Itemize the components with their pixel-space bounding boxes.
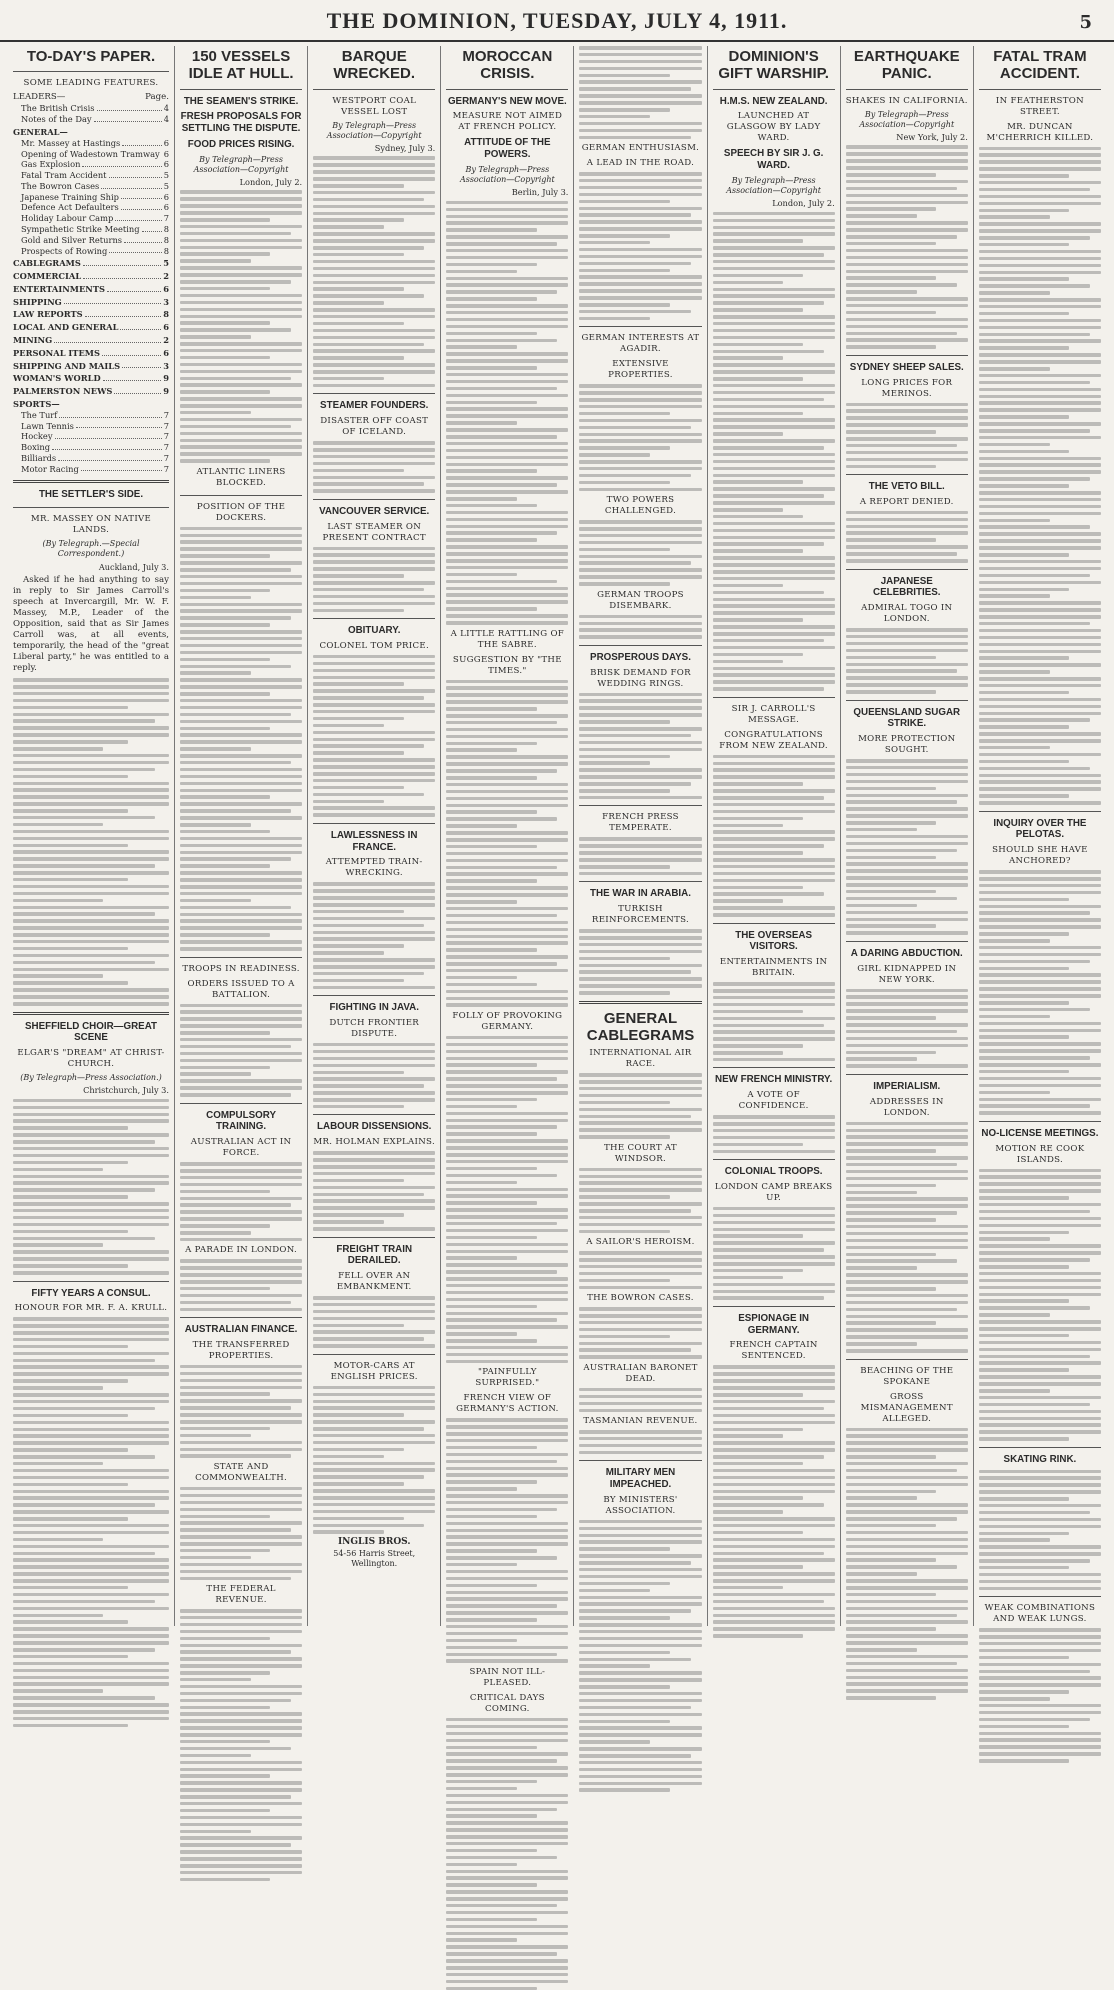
newspaper-title: THE DOMINION, TUESDAY, JULY 4, 1911. [326,8,788,33]
article-body [180,1609,302,1881]
article-body [979,1470,1101,1591]
index-entry: Notes of the Day 4 [21,114,169,125]
advertisement-body [313,1386,435,1534]
article-body [446,1418,568,1663]
index-entry: GENERAL— [13,126,68,137]
article-body [13,1317,169,1727]
article-body [579,1520,701,1792]
index-entry: Sympathetic Strike Meeting 8 [21,224,169,235]
column-1: TO-DAY'S PAPER. SOME LEADING FEATURES. LEADERS— Page. The British Crisis 4 Notes of the Day 4 GENERAL— Mr. Massey at Hastings 6 Opening of Wadestown Tramway 6 Gas Explosion 6 Fatal Tram Accident 5 The Bowron Cases 5 Japanese Training Ship 6 Defence Act Defaulters 6 Holiday Labour Camp 7 Sympathetic Strike Meeting 8 Gold and Silver Returns 8 Prospects of Rowing 8 CABLEGRAMS 5 COMMERCIAL 2 ENTERTAINMENTS 6 SHIPPING 3 LAW REPORTS 8 LOCAL AND GENERAL 6 MINING 2 PERSONAL ITEMS 6 SHIPPING AND MAILS 3 WOMAN'S WORLD 9 PALMERSTON NEWS 9 SPORTS— The Turf 7 Lawn Tennis 7 Hockey 7 Boxing 7 Billiards 7 Motor Racing 7 THE SETTLER'S SIDE. MR. MASSEY ON NATIVE LANDS. (By Telegraph.—Special Correspondent.) Auckland, July 3. Asked if he had anything to say in reply to Sir James Carroll's speech at Invercargill, Mr. W. F. Massey, M.P., Leader of the Opposition, said that as Sir James Carroll was, at all events, temporarily, the head of the "great Liberal party," he was entitled to a reply. SHEFFIELD CHOIR—GREAT SCENE ELGAR'S "DREAM" AT CHRIST-CHURCH. (By Telegraph—Press Association.) Christchurch, July 3. FIFTY YEARS A CONSUL. HONOUR FOR MR. F. A. KRULL. [8,46,175,1626]
index-entry: MINING 2 [13,335,169,346]
article-body [579,1307,701,1359]
vessels-headline: 150 VESSELS IDLE AT HULL. [188,48,294,83]
column-5: GERMAN ENTHUSIASM. A LEAD IN THE ROAD. GERMAN INTERESTS AT AGADIR. EXTENSIVE PROPERTIES. TWO POWERS CHALLENGED. GERMAN TROOPS DISEMBARK. PROSPEROUS DAYS. BRISK DEMAND FOR WEDDING RINGS. FRENCH PRESS TEMPERATE. THE WAR IN ARABIA. TURKISH REINFORCEMENTS. GENERAL CABLEGRAMS INTERNATIONAL AIR RACE. THE COURT AT WINDSOR. A SAILOR'S HEROISM. THE BOWRON CASES. AUSTRALIAN BARONET DEAD. TASMANIAN REVENUE. MILITARY MEN IMPEACHED. BY MINISTERS' ASSOCIATION. [574,46,707,1626]
column-4: MOROCCAN CRISIS. GERMANY'S NEW MOVE. MEASURE NOT AIMED AT FRENCH POLICY. ATTITUDE OF THE POWERS. By Telegraph—Press Association—Copyright Berlin, July 3. A LITTLE RATTLING OF THE SABRE. SUGGESTION BY "THE TIMES." FOLLY OF PROVOKING GERMANY. "PAINFULLY SURPRISED." FRENCH VIEW OF GERMANY'S ACTION. SPAIN NOT ILL-PLEASED. CRITICAL DAYS COMING. [441,46,574,1626]
column-2: 150 VESSELS IDLE AT HULL. THE SEAMEN'S STRIKE. FRESH PROPOSALS FOR SETTLING THE DISPUTE. FOOD PRICES RISING. By Telegraph—Press Association—Copyright London, July 2. ATLANTIC LINERS BLOCKED. POSITION OF THE DOCKERS. TROOPS IN READINESS. ORDERS ISSUED TO A BATTALION. COMPULSORY TRAINING. AUSTRALIAN ACT IN FORCE. A PARADE IN LONDON. AUSTRALIAN FINANCE. THE TRANSFERRED PROPERTIES. STATE AND COMMONWEALTH. THE FEDERAL REVENUE. [175,46,308,1626]
article-body [713,212,835,691]
article-body [579,1073,701,1139]
index-entry: Boxing 7 [21,442,169,453]
article-body [579,520,701,586]
index-entry: Mr. Massey at Hastings 6 [21,137,169,148]
index-entry: ENTERTAINMENTS 6 [13,283,169,294]
index-entry: Gas Explosion 6 [21,159,169,170]
index-title: TO-DAY'S PAPER. [26,48,156,65]
index-entry: CABLEGRAMS 5 [13,258,169,269]
article-body [979,1169,1101,1441]
article-body [180,527,302,951]
article-body [313,655,435,817]
article-body [579,693,701,800]
settler-headline: THE SETTLER'S SIDE. [38,489,144,501]
article-body [579,837,701,875]
index-entry: Prospects of Rowing 8 [21,245,169,256]
general-cablegrams-headline: GENERAL CABLEGRAMS [586,1009,695,1044]
index-entry: The British Crisis 4 [21,103,169,114]
index-entry: COMMERCIAL 2 [13,271,169,282]
article-body [313,156,435,387]
article-body [446,1718,568,1990]
contents-index: LEADERS— Page. The British Crisis 4 Notes of the Day 4 GENERAL— Mr. Massey at Hastings 6 Opening of Wadestown Tramway 6 Gas Explosion 6 Fatal Tram Accident 5 The Bowron Cases 5 Japanese Training Ship 6 Defence Act Defaulters 6 Holiday Labour Camp 7 Sympathetic Strike Meeting 8 Gold and Silver Returns 8 Prospects of Rowing 8 CABLEGRAMS 5 COMMERCIAL 2 ENTERTAINMENTS 6 SHIPPING 3 LAW REPORTS 8 LOCAL AND GENERAL 6 MINING 2 PERSONAL ITEMS 6 SHIPPING AND MAILS 3 WOMAN'S WORLD 9 PALMERSTON NEWS 9 SPORTS— The Turf 7 Lawn Tennis 7 Hockey 7 Boxing 7 Billiards 7 Motor Racing 7 [13,92,169,474]
index-entry: Japanese Training Ship 6 [21,191,169,202]
article-body [713,755,835,917]
index-entry: Hockey 7 [21,431,169,442]
index-entry: WOMAN'S WORLD 9 [13,373,169,384]
article-body [313,1151,435,1230]
index-entry: SHIPPING 3 [13,296,169,307]
column-3: BARQUE WRECKED. WESTPORT COAL VESSEL LOST By Telegraph—Press Association—Copyright Sydney, July 3. STEAMER FOUNDERS. DISASTER OFF COAST OF ICELAND. VANCOUVER SERVICE. LAST STEAMER ON PRESENT CONTRACT OBITUARY. COLONEL TOM PRICE. LAWLESSNESS IN FRANCE. ATTEMPTED TRAIN-WRECKING. FIGHTING IN JAVA. DUTCH FRONTIER DISPUTE. LABOUR DISSENSIONS. MR. HOLMAN EXPLAINS. FREIGHT TRAIN DERAILED. FELL OVER AN EMBANKMENT. MOTOR-CARS AT ENGLISH PRICES. INGLIS BROS. 54-56 Harris Street, Wellington. [308,46,441,1626]
article-body [846,759,968,935]
article-body [846,403,968,469]
settler-subhead: MR. MASSEY ON NATIVE LANDS. [30,514,152,536]
masthead [0,0,1114,42]
article-body [313,1043,435,1109]
index-entry: PALMERSTON NEWS 9 [13,386,169,397]
article-body [313,1296,435,1348]
index-entry: Fatal Tram Accident 5 [21,170,169,181]
article-body [313,882,435,989]
earthquake-headline: EARTHQUAKE PANIC. [853,48,960,83]
article-body [979,870,1101,1115]
index-entry: Billiards 7 [21,452,169,463]
index-entry: The Turf 7 [21,409,169,420]
warship-headline: DOMINION'S GIFT WARSHIP. [718,48,829,83]
article-body [180,1259,302,1311]
index-entry: LAW REPORTS 8 [13,309,169,320]
index-entry: SHIPPING AND MAILS 3 [13,360,169,371]
advertiser-name: INGLIS BROS. [337,1537,411,1548]
article-body [579,384,701,491]
article-body [713,1207,835,1300]
article-body [979,147,1101,805]
settler-paragraph: Asked if he had anything to say in reply to Sir James Carroll's speech at Invercargill, Mr. W. F. Massey, M.P., Leader of the Opposition, said that as Sir James Carroll was, at all events, temporarily, the head of the "great Liberal party," he was entitled to a reply. [13,575,169,674]
index-entry: Holiday Labour Camp 7 [21,213,169,224]
article-body [713,1365,835,1637]
article-body [579,1430,701,1454]
page-number: 5 [1079,12,1092,33]
index-entry: SPORTS— [13,398,60,409]
article-body [180,1487,302,1580]
newspaper-columns [8,46,1106,1714]
article-body [313,547,435,613]
moroccan-headline: MOROCCAN CRISIS. [462,48,553,83]
article-body [579,1168,701,1234]
index-subtitle: SOME LEADING FEATURES. [23,78,159,89]
article-body [579,1251,701,1289]
article-body [180,1162,302,1241]
tram-accident-headline: FATAL TRAM ACCIDENT. [993,48,1087,83]
sheffield-headline: SHEFFIELD CHOIR—GREAT SCENE [24,1020,158,1044]
article-body [13,1099,169,1275]
article-body [846,1122,968,1353]
advertisement-body [979,1628,1101,1762]
article-body [180,1004,302,1097]
article-body [713,982,835,1061]
index-entry: The Bowron Cases 5 [21,180,169,191]
index-entry: LOCAL AND GENERAL 6 [13,322,169,333]
article-body [313,441,435,493]
article-body [446,680,568,1007]
article-body [713,1115,835,1153]
column-6: DOMINION'S GIFT WARSHIP. H.M.S. NEW ZEALAND. LAUNCHED AT GLASGOW BY LADY WARD. SPEECH BY SIR J. G. WARD. By Telegraph—Press Association—Copyright London, July 2. SIR J. CARROLL'S MESSAGE. CONGRATULATIONS FROM NEW ZEALAND. THE OVERSEAS VISITORS. ENTERTAINMENTS IN BRITAIN. NEW FRENCH MINISTRY. A VOTE OF CONFIDENCE. COLONIAL TROOPS. LONDON CAMP BREAKS UP. ESPIONAGE IN GERMANY. FRENCH CAPTAIN SENTENCED. [708,46,841,1626]
article-body [846,511,968,563]
index-entry: PERSONAL ITEMS 6 [13,347,169,358]
index-entry: Opening of Wadestown Tramway 6 [21,148,169,159]
article-body [579,929,701,995]
article-body [579,46,701,139]
article-body [846,1428,968,1700]
article-body [846,628,968,694]
article-body [180,190,302,462]
article-body [579,1388,701,1412]
column-8: FATAL TRAM ACCIDENT. IN FEATHERSTON STREET. MR. DUNCAN M'CHERRICH KILLED. INQUIRY OVER THE PELOTAS. SHOULD SHE HAVE ANCHORED? NO-LICENSE MEETINGS. MOTION RE COOK ISLANDS. SKATING RINK. WEAK COMBINATIONS AND WEAK LUNGS. [974,46,1106,1626]
article-body [579,172,701,320]
index-entry: Lawn Tennis 7 [21,420,169,431]
article-body [180,1365,302,1458]
consul-headline: FIFTY YEARS A CONSUL. [31,1287,151,1299]
article-body [13,678,169,1005]
index-entry: Defence Act Defaulters 6 [21,202,169,213]
index-entry: Gold and Silver Returns 8 [21,234,169,245]
article-body [446,1036,568,1363]
column-7: EARTHQUAKE PANIC. SHAKES IN CALIFORNIA. By Telegraph—Press Association—Copyright New York, July 2. SYDNEY SHEEP SALES. LONG PRICES FOR MERINOS. THE VETO BILL. A REPORT DENIED. JAPANESE CELEBRITIES. ADMIRAL TOGO IN LONDON. QUEENSLAND SUGAR STRIKE. MORE PROTECTION SOUGHT. A DARING ABDUCTION. GIRL KIDNAPPED IN NEW YORK. IMPERIALISM. ADDRESSES IN LONDON. BEACHING OF THE SPOKANE GROSS MISMANAGEMENT ALLEGED. [841,46,974,1626]
article-body [846,145,968,348]
barque-headline: BARQUE WRECKED. [333,48,416,83]
article-body [846,989,968,1068]
index-entry: Motor Racing 7 [21,463,169,474]
article-body [446,201,568,625]
article-body [579,615,701,639]
